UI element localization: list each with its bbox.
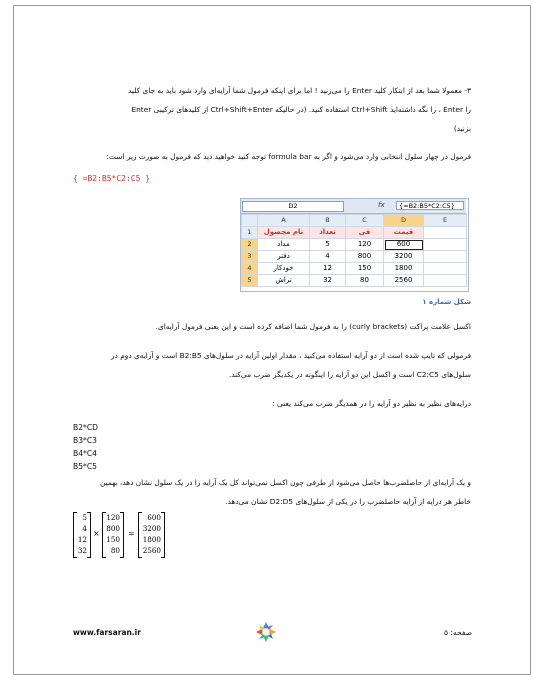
paragraph-3: اکسل علامت براکت (curly brackets) را به فرمول شما اضافه کرده است و این یعنی فرمول آرایه‌ای. (155, 322, 471, 331)
cell-a3[interactable]: دفتر (258, 251, 310, 263)
paragraph-5: درایه‌های نظیر به نظیر دو آرایه را در همدیگر ضرب می‌کند یعنی : (272, 399, 471, 408)
matrix-entry: 4 (82, 524, 87, 533)
product-line: B4*C4 (73, 449, 97, 458)
paragraph-6-line-1: و یک آرایه‌ای از حاصلضرب‌ها حاصل می‌شود از طرفی چون اکسل نمی‌تواند کل یک آرایه را در یک سلول نشان دهد، بهمین (99, 478, 471, 487)
product-line: B3*C3 (73, 436, 97, 445)
matrix-unit-prices (102, 512, 124, 558)
cell-d3[interactable]: 3200 (384, 251, 424, 263)
column-header-e[interactable]: E (424, 215, 467, 227)
matrix-totals (138, 512, 165, 558)
paragraph-6-line-2: خاطر هر درایه از آرایه حاصلضرب را در یکی از سلول‌های D2:D5 نشان می‌دهد. (225, 497, 471, 506)
cell-e4[interactable] (424, 263, 467, 275)
row-header[interactable]: 3 (242, 251, 258, 263)
figure-caption: شکل شماره ۱ (422, 298, 471, 306)
matrix-entry: 600 (147, 513, 161, 522)
paragraph-4-line-2: سلول‌های C2:C5 است و اکسل این دو آرایه را اینگونه در یکدیگر ضرب می‌کند. (228, 370, 471, 379)
matrix-entry: 120 (106, 513, 120, 522)
footer-website[interactable]: www.farsaran.ir (73, 628, 141, 637)
paragraph-4-line-1: فرمولی که تایپ شده است از دو آرایه استفاده می‌کنید ، مقدار اولین آرایه در سلول‌های B2:B5 است و آرایه‌ی دوم در (110, 351, 471, 360)
cell-c5[interactable]: 80 (346, 275, 384, 287)
cell-a2[interactable]: مداد (258, 239, 310, 251)
formula-bar (241, 199, 466, 214)
times-sign: × (93, 529, 100, 538)
column-header-d[interactable]: D (384, 215, 424, 227)
row-header[interactable]: 2 (242, 239, 258, 251)
row-header[interactable]: 1 (242, 227, 258, 239)
cell-e2[interactable] (424, 239, 467, 251)
name-box[interactable]: D2 (242, 201, 344, 212)
cell-a1[interactable]: نام محصول (258, 227, 310, 239)
excel-screenshot (240, 198, 469, 292)
cell-b2[interactable]: 5 (310, 239, 346, 251)
page-number: صفحه: ۵ (444, 628, 472, 637)
table-row (242, 227, 467, 239)
cell-d5[interactable]: 2560 (384, 275, 424, 287)
cell-b5[interactable]: 32 (310, 275, 346, 287)
paragraph-1-line-1: ۳- معمولا شما بعد از ابتکار کلید Enter را می‌زنید ! اما برای اینکه فرمول شما آرایه‌ای وارد شود باید به جای کلید (128, 86, 471, 95)
cell-b4[interactable]: 12 (310, 263, 346, 275)
cell-d4[interactable]: 1800 (384, 263, 424, 275)
matrix-entry: 800 (106, 524, 120, 533)
table-row (242, 275, 467, 287)
column-header-b[interactable]: B (310, 215, 346, 227)
paragraph-1-line-2: Enter از کلیدهای ترکیبی Ctrl+Shift+Enter استفاده کنید. (در حالیکه Ctrl+Shift را نگه داشته‌اید ، Enter را (131, 105, 471, 114)
product-line: B5*C5 (73, 462, 97, 471)
cell-b1[interactable]: تعداد (310, 227, 346, 239)
table-row (242, 239, 467, 251)
matrix-entry: 150 (106, 535, 120, 544)
table-row (242, 263, 467, 275)
column-header-a[interactable]: A (258, 215, 310, 227)
site-logo (252, 620, 280, 644)
fx-icon[interactable]: fx (378, 201, 385, 209)
cell-a4[interactable]: خودکار (258, 263, 310, 275)
spreadsheet-grid (241, 214, 467, 287)
matrix-entry: 1800 (142, 535, 161, 544)
row-header[interactable]: 5 (242, 275, 258, 287)
equals-sign: = (128, 529, 135, 538)
product-line: B2*CD (73, 423, 98, 432)
cell-b3[interactable]: 4 (310, 251, 346, 263)
select-all-corner[interactable] (242, 215, 258, 227)
cell-e1[interactable] (424, 227, 467, 239)
column-header-row (242, 215, 467, 227)
cell-d1[interactable]: قیمت (384, 227, 424, 239)
matrix-entry: 12 (77, 535, 87, 544)
table-row (242, 251, 467, 263)
formula-input[interactable]: {=B2:B5*C2:C5} (396, 201, 464, 210)
cell-c1[interactable]: فی (346, 227, 384, 239)
matrix-entry: 80 (110, 546, 120, 555)
column-header-c[interactable]: C (346, 215, 384, 227)
cell-a5[interactable]: تراش (258, 275, 310, 287)
matrix-entry: 3200 (142, 524, 161, 533)
array-formula-text: { =B2:B5*C2:C5 } (73, 174, 151, 183)
matrix-entry: 32 (77, 546, 87, 555)
paragraph-2: فرمول در چهار سلول انتخابی وارد می‌شود و اگر به formula bar توجه کنید خواهید دید که فرمول به صورت زیر است: (106, 152, 471, 161)
cell-c2[interactable]: 120 (346, 239, 384, 251)
cell-c3[interactable]: 800 (346, 251, 384, 263)
row-header[interactable]: 4 (242, 263, 258, 275)
cell-e3[interactable] (424, 251, 467, 263)
matrix-entry: 5 (82, 513, 87, 522)
cell-c4[interactable]: 150 (346, 263, 384, 275)
paragraph-1-line-3: بزنید) (453, 124, 471, 133)
cell-d2[interactable]: 600 (384, 239, 424, 251)
cell-e5[interactable] (424, 275, 467, 287)
matrix-quantities (73, 512, 91, 558)
matrix-entry: 2560 (142, 546, 161, 555)
